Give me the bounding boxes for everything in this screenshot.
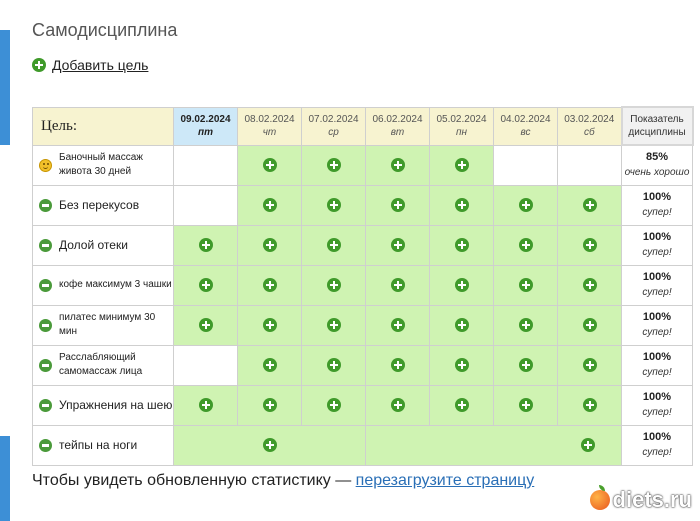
- plus-circle-icon: [519, 318, 533, 332]
- date-header: 04.02.2024 вс: [494, 107, 558, 145]
- day-cell-done[interactable]: [430, 225, 494, 265]
- date-header: 07.02.2024 ср: [302, 107, 366, 145]
- score-cell: 100% супер!: [622, 345, 693, 385]
- plus-circle-icon: [391, 198, 405, 212]
- day-cell-empty[interactable]: [174, 145, 238, 185]
- score-cell: 100% супер!: [622, 185, 693, 225]
- day-cell-done[interactable]: [366, 425, 622, 465]
- plus-circle-icon: [455, 158, 469, 172]
- plus-circle-icon: [199, 398, 213, 412]
- date-header: 05.02.2024 пн: [430, 107, 494, 145]
- day-cell-empty[interactable]: [494, 145, 558, 185]
- day-cell-done[interactable]: [494, 345, 558, 385]
- plus-circle-icon: [263, 318, 277, 332]
- day-cell-done[interactable]: [558, 385, 622, 425]
- plus-circle-icon: [519, 278, 533, 292]
- day-cell-done[interactable]: [302, 345, 366, 385]
- goal-column-header: Цель:: [33, 107, 174, 145]
- day-cell-done[interactable]: [430, 345, 494, 385]
- table-row: [33, 145, 693, 185]
- day-cell-done[interactable]: [238, 345, 302, 385]
- goal-name: Расслабляющий: [59, 352, 136, 363]
- plus-circle-icon: [581, 438, 595, 452]
- plus-circle-icon: [327, 318, 341, 332]
- day-cell-done[interactable]: [238, 225, 302, 265]
- site-logo: diets.ru: [590, 487, 692, 513]
- day-cell-done[interactable]: [430, 145, 494, 185]
- day-cell-done[interactable]: [430, 385, 494, 425]
- plus-circle-icon: [583, 398, 597, 412]
- minus-circle-icon[interactable]: [39, 239, 52, 252]
- plus-circle-icon: [391, 318, 405, 332]
- goal-name: тейпы на ноги: [59, 438, 138, 452]
- plus-circle-icon: [391, 358, 405, 372]
- plus-circle-icon: [583, 358, 597, 372]
- goal-name: Без перекусов: [59, 198, 140, 212]
- date-header: 06.02.2024 вт: [366, 107, 430, 145]
- plus-circle-icon: [32, 58, 46, 72]
- plus-circle-icon: [327, 158, 341, 172]
- goal-cell: пилатес минимум 30 мин: [33, 305, 174, 345]
- goal-name: кофе максимум 3 чашки: [59, 279, 172, 290]
- plus-circle-icon: [519, 358, 533, 372]
- apple-logo-icon: [590, 490, 610, 510]
- plus-circle-icon: [199, 238, 213, 252]
- day-cell-empty[interactable]: [174, 345, 238, 385]
- plus-circle-icon: [327, 358, 341, 372]
- plus-circle-icon: [263, 198, 277, 212]
- reload-page-link[interactable]: перезагрузите страницу: [355, 472, 535, 489]
- day-cell-done[interactable]: [366, 265, 430, 305]
- minus-circle-icon[interactable]: [39, 279, 52, 292]
- plus-circle-icon: [519, 398, 533, 412]
- left-accent-bar: [0, 30, 10, 145]
- day-cell-done[interactable]: [174, 265, 238, 305]
- plus-circle-icon: [263, 238, 277, 252]
- score-column-header: Показатель дисциплины: [622, 107, 693, 145]
- table-row: [33, 345, 693, 385]
- day-cell-done[interactable]: [174, 225, 238, 265]
- day-cell-empty[interactable]: [174, 185, 238, 225]
- day-cell-done[interactable]: [302, 145, 366, 185]
- date-header: 09.02.2024 пт: [174, 107, 238, 145]
- minus-circle-icon[interactable]: [39, 359, 52, 372]
- plus-circle-icon: [263, 358, 277, 372]
- plus-circle-icon: [583, 278, 597, 292]
- goal-name: Долой отеки: [59, 238, 128, 252]
- day-cell-done[interactable]: [558, 185, 622, 225]
- day-cell-done[interactable]: [238, 145, 302, 185]
- plus-circle-icon: [583, 238, 597, 252]
- plus-circle-icon: [327, 278, 341, 292]
- minus-circle-icon[interactable]: [39, 439, 52, 452]
- day-cell-done[interactable]: [366, 185, 430, 225]
- day-cell-empty[interactable]: [558, 145, 622, 185]
- day-cell-done[interactable]: [366, 345, 430, 385]
- day-cell-done[interactable]: [238, 385, 302, 425]
- day-cell-done[interactable]: [302, 385, 366, 425]
- day-cell-done[interactable]: [302, 225, 366, 265]
- plus-circle-icon: [263, 158, 277, 172]
- plus-circle-icon: [391, 158, 405, 172]
- day-cell-done[interactable]: [366, 145, 430, 185]
- plus-circle-icon: [519, 198, 533, 212]
- table-row: [33, 225, 693, 265]
- day-cell-done[interactable]: [558, 345, 622, 385]
- plus-circle-icon: [455, 318, 469, 332]
- plus-circle-icon: [327, 198, 341, 212]
- plus-circle-icon: [327, 238, 341, 252]
- add-goal-link[interactable]: [32, 57, 148, 73]
- day-cell-done[interactable]: [558, 265, 622, 305]
- day-cell-done[interactable]: [174, 305, 238, 345]
- day-cell-done[interactable]: [494, 265, 558, 305]
- day-cell-done[interactable]: [366, 305, 430, 345]
- table-row: [33, 185, 693, 225]
- plus-circle-icon: [455, 358, 469, 372]
- plus-circle-icon: [583, 318, 597, 332]
- date-header: 03.02.2024 сб: [558, 107, 622, 145]
- score-cell: 100% супер!: [622, 265, 693, 305]
- day-cell-done[interactable]: [238, 265, 302, 305]
- goal-cell: [33, 225, 174, 265]
- day-cell-done[interactable]: [302, 305, 366, 345]
- goal-cell: [33, 265, 174, 305]
- plus-circle-icon: [583, 198, 597, 212]
- plus-circle-icon: [327, 398, 341, 412]
- score-cell: 100% супер!: [622, 385, 693, 425]
- table-row: [33, 305, 693, 345]
- day-cell-done[interactable]: [558, 305, 622, 345]
- day-cell-done[interactable]: [494, 385, 558, 425]
- plus-circle-icon: [455, 398, 469, 412]
- day-cell-done[interactable]: [494, 305, 558, 345]
- day-cell-done[interactable]: [430, 265, 494, 305]
- day-cell-done[interactable]: [238, 185, 302, 225]
- page-title: Самодисциплина: [32, 20, 178, 40]
- goal-cell: [33, 385, 174, 425]
- score-cell: 85% очень хорошо: [622, 145, 693, 185]
- plus-circle-icon: [199, 278, 213, 292]
- day-cell-done[interactable]: [430, 305, 494, 345]
- table-row: [33, 425, 693, 465]
- table-row: [33, 265, 693, 305]
- goal-cell: [33, 185, 174, 225]
- plus-circle-icon: [455, 238, 469, 252]
- day-cell-done[interactable]: [238, 305, 302, 345]
- table-row: [33, 385, 693, 425]
- day-cell-done[interactable]: [430, 185, 494, 225]
- plus-circle-icon: [263, 438, 277, 452]
- goal-name: Баночный массаж: [59, 152, 143, 163]
- score-cell: 100% супер!: [622, 425, 693, 465]
- day-cell-done[interactable]: [558, 225, 622, 265]
- plus-circle-icon: [391, 398, 405, 412]
- score-cell: 100% супер!: [622, 305, 693, 345]
- plus-circle-icon: [263, 278, 277, 292]
- score-cell: 100% супер!: [622, 225, 693, 265]
- plus-circle-icon: [391, 278, 405, 292]
- day-cell-done[interactable]: [302, 265, 366, 305]
- day-cell-done[interactable]: [174, 385, 238, 425]
- day-cell-done[interactable]: [366, 225, 430, 265]
- day-cell-done[interactable]: [174, 425, 366, 465]
- date-header: 08.02.2024 чт: [238, 107, 302, 145]
- goal-cell: Расслабляющий самомассаж лица: [33, 345, 174, 385]
- smile-icon: [39, 159, 52, 172]
- goal-cell: Баночный массаж живота 30 дней: [33, 145, 174, 185]
- plus-circle-icon: [519, 238, 533, 252]
- minus-circle-icon[interactable]: [39, 319, 52, 332]
- minus-circle-icon[interactable]: [39, 399, 52, 412]
- day-cell-done[interactable]: [494, 225, 558, 265]
- plus-circle-icon: [455, 198, 469, 212]
- left-accent-bar: [0, 436, 10, 521]
- plus-circle-icon: [391, 238, 405, 252]
- goal-cell: [33, 425, 174, 465]
- discipline-table: [32, 106, 694, 466]
- day-cell-done[interactable]: [302, 185, 366, 225]
- day-cell-done[interactable]: [366, 385, 430, 425]
- goal-name: Упражнения на шею: [59, 398, 173, 412]
- plus-circle-icon: [199, 318, 213, 332]
- add-goal-label: Добавить цель: [52, 57, 149, 73]
- refresh-note: Чтобы увидеть обновленную статистику — перезагрузите страницу: [32, 472, 535, 489]
- goal-name: пилатес минимум 30: [59, 312, 156, 323]
- plus-circle-icon: [263, 398, 277, 412]
- day-cell-done[interactable]: [494, 185, 558, 225]
- plus-circle-icon: [455, 278, 469, 292]
- minus-circle-icon[interactable]: [39, 199, 52, 212]
